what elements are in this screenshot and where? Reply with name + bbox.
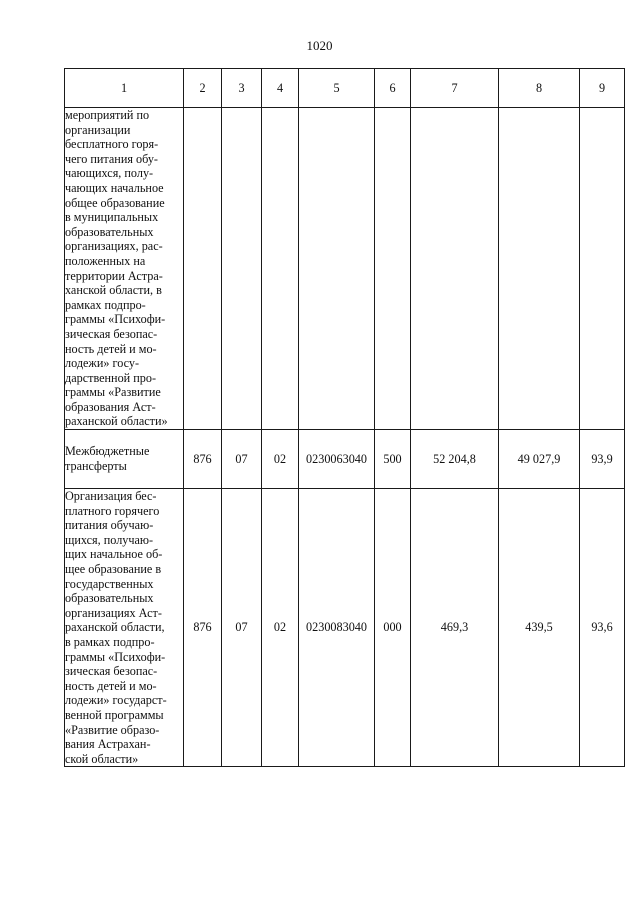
- description-line: платного горячего: [65, 503, 160, 518]
- row-description: [65, 108, 184, 430]
- table-cell: 52 204,8: [411, 430, 499, 489]
- table-row: [65, 489, 625, 767]
- description-line: в рамках подпро-: [65, 635, 155, 649]
- description-line: дарственной про-: [65, 370, 157, 385]
- header-cell: 2: [184, 69, 222, 108]
- description-line: раханской области»: [65, 414, 168, 429]
- table-cell: [580, 108, 625, 430]
- table-cell: 876: [184, 489, 222, 767]
- description-line: территории Астра-: [65, 268, 163, 283]
- description-line: лодежи» госу-: [65, 356, 140, 371]
- description-line: чающихся, полу-: [65, 166, 154, 181]
- row-description: [65, 489, 184, 767]
- header-cell: 9: [580, 69, 625, 108]
- description-line: образовательных: [65, 224, 154, 239]
- description-line: трансферты: [65, 459, 127, 474]
- row-description: [65, 430, 184, 489]
- description-line: организации: [65, 122, 131, 137]
- table-cell: 0230063040: [299, 430, 375, 489]
- description-line: ской области»: [65, 751, 139, 766]
- header-cell: 7: [411, 69, 499, 108]
- table-cell: [375, 108, 411, 430]
- header-cell: 1: [65, 69, 184, 108]
- table-cell: 02: [262, 430, 299, 489]
- description-line: организациях Аст-: [65, 605, 162, 620]
- description-line: организациях, рас-: [65, 239, 163, 254]
- table-cell: 500: [375, 430, 411, 489]
- description-line: образовательных: [65, 591, 154, 606]
- header-cell: 6: [375, 69, 411, 108]
- description-line: мероприятий по: [65, 108, 150, 122]
- description-line: чего питания обу-: [65, 151, 158, 166]
- description-line: граммы «Развитие: [65, 385, 161, 400]
- table-cell: 93,9: [580, 430, 625, 489]
- description-line: зическая безопас-: [65, 326, 158, 341]
- description-line: ность детей и мо-: [65, 678, 157, 693]
- table-cell: 49 027,9: [499, 430, 580, 489]
- description-line: Организация бес-: [65, 489, 157, 504]
- description-line: лодежи» государст-: [65, 693, 167, 708]
- table-cell: 000: [375, 489, 411, 767]
- header-cell: 5: [299, 69, 375, 108]
- description-line: граммы «Психофи-: [65, 312, 166, 327]
- description-line: ность детей и мо-: [65, 341, 157, 356]
- table-cell: 93,6: [580, 489, 625, 767]
- table-cell: 02: [262, 489, 299, 767]
- description-line: граммы «Психофи-: [65, 649, 166, 664]
- table-row: [65, 430, 625, 489]
- description-line: щее образование в: [65, 562, 162, 577]
- description-line: бесплатного горя-: [65, 137, 159, 152]
- description-line: венной программы: [65, 707, 164, 722]
- table-cell: 439,5: [499, 489, 580, 767]
- description-line: Межбюджетные: [65, 444, 150, 459]
- table-cell: [299, 108, 375, 430]
- table-cell: 07: [222, 430, 262, 489]
- header-cell: 3: [222, 69, 262, 108]
- description-line: чающих начальное: [65, 180, 164, 195]
- budget-table: [64, 68, 625, 767]
- description-line: зическая безопас-: [65, 664, 158, 679]
- description-line: общее образование: [65, 195, 165, 210]
- table-cell: [499, 108, 580, 430]
- description-line: государственных: [65, 576, 154, 591]
- table-cell: 07: [222, 489, 262, 767]
- description-line: щихся, получаю-: [65, 532, 154, 547]
- table-cell: 469,3: [411, 489, 499, 767]
- table-row: [65, 108, 625, 430]
- header-cell: 4: [262, 69, 299, 108]
- header-cell: 8: [499, 69, 580, 108]
- description-line: «Развитие образо-: [65, 722, 160, 737]
- description-line: образования Аст-: [65, 399, 156, 414]
- description-line: вания Астрахан-: [65, 737, 151, 752]
- description-line: ханской области, в: [65, 283, 162, 298]
- header-row: [65, 69, 625, 108]
- description-line: раханской области,: [65, 620, 165, 635]
- description-line: положенных на: [65, 253, 146, 268]
- table-cell: [411, 108, 499, 430]
- description-line: рамках подпро-: [65, 297, 146, 312]
- table-cell: 876: [184, 430, 222, 489]
- page-number: 1020: [306, 38, 333, 53]
- description-line: в муниципальных: [65, 210, 159, 225]
- table-cell: 0230083040: [299, 489, 375, 767]
- description-line: питания обучаю-: [65, 518, 154, 533]
- table-cell: [222, 108, 262, 430]
- table-cell: [262, 108, 299, 430]
- table-cell: [184, 108, 222, 430]
- description-line: щих начальное об-: [65, 547, 163, 562]
